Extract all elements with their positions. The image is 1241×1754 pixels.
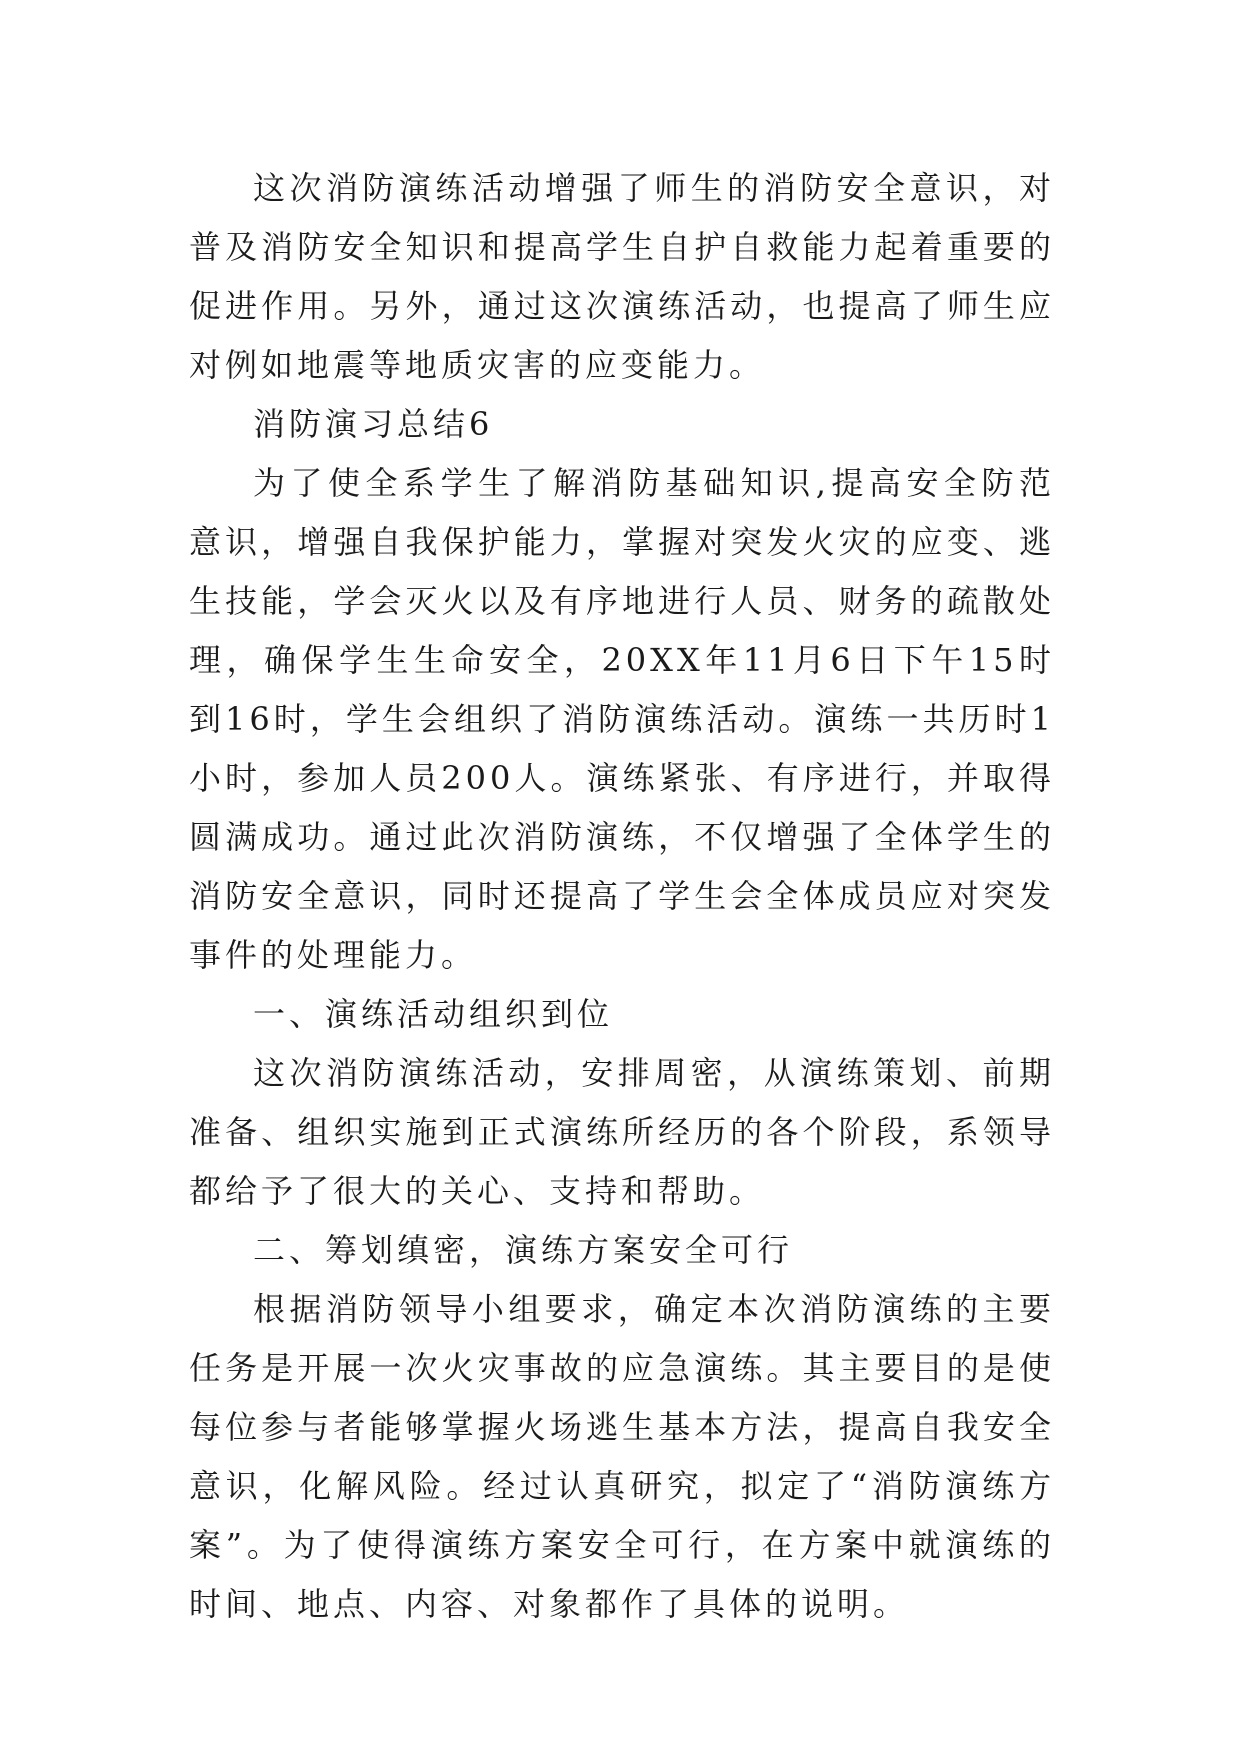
heading-2: 二、筹划缜密，演练方案安全可行 bbox=[253, 1231, 794, 1269]
paragraph-3: 这次消防演练活动，安排周密，从演练策划、前期准备、组织实施到正式演练所经历的各个阶段，系领导都给予了很大的关心、支持和帮助。 bbox=[189, 1054, 1055, 1210]
paragraph-4: 根据消防领导小组要求，确定本次消防演练的主要任务是开展一次火灾事故的应急演练。其主要目的是使每位参与者能够掌握火场逃生基本方法，提高自我安全意识，化解风险。经过认真研究，拟定了“消防演练方案”。为了使得演练方案安全可行，在方案中就演练的时间、地点、内容、对象都作了具体的说明。 bbox=[189, 1290, 1055, 1623]
heading-1: 一、演练活动组织到位 bbox=[253, 995, 614, 1033]
document-body bbox=[189, 159, 1055, 1634]
paragraph-2: 为了使全系学生了解消防基础知识,提高安全防范意识，增强自我保护能力，掌握对突发火灾的应变、逃生技能，学会灭火以及有序地进行人员、财务的疏散处理，确保学生生命安全，20XX年11月6日下午15时到16时，学生会组织了消防演练活动。演练一共历时1小时，参加人员200人。演练紧张、有序进行，并取得圆满成功。通过此次消防演练，不仅增强了全体学生的消防安全意识，同时还提高了学生会全体成员应对突发事件的处理能力。 bbox=[189, 464, 1055, 974]
section-title-6: 消防演习总结6 bbox=[253, 405, 494, 443]
paragraph-1: 这次消防演练活动增强了师生的消防安全意识，对普及消防安全知识和提高学生自护自救能力起着重要的促进作用。另外，通过这次演练活动，也提高了师生应对例如地震等地质灾害的应变能力。 bbox=[189, 169, 1055, 384]
